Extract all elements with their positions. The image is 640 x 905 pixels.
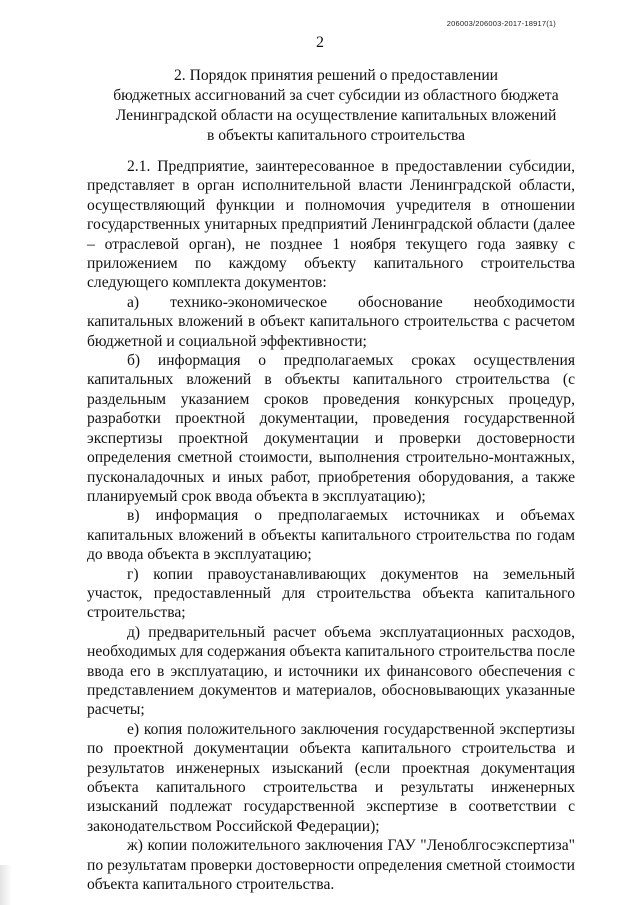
scan-edge-shadow (0, 865, 12, 905)
item-a: а) технико-экономическое обоснование необходимости капитальных вложений в объект капитального строительства с расчетом бюджетной и социальной эффективности; (87, 293, 575, 350)
item-zh: ж) копии положительного заключения ГАУ "Леноблгосэкспертиза" по результатам проверки достоверности определения сметной стоимости объекта капитального строительства. (87, 837, 575, 894)
item-b: б) информация о предполагаемых сроках осуществления капитальных вложений в объекты капитального строительства (с раздельным указанием сроков проведения конкурсных процедур, разработки проектной документации, проведения государственной экспертизы проектной документации и проверки достоверности определения сметной стоимости, выполнения строительно-монтажных, пусконаладочных и иных работ, приобретения оборудования, а также планируемый срок ввода объекта в эксплуатацию); (87, 352, 575, 505)
heading-line: 2. Порядок принятия решений о предоставлении (173, 67, 499, 84)
item-v: в) информация о предполагаемых источниках и объемах капитальных вложений в объекты капитального строительства по годам до ввода объекта в эксплуатацию; (87, 507, 575, 564)
heading-line: бюджетных ассигнований за счет субсидии из областного бюджета (113, 87, 559, 104)
heading-line: в объекты капитального строительства (206, 127, 465, 144)
heading-line: Ленинградской области на осуществление капитальных вложений (115, 107, 557, 124)
item-d: д) предварительный расчет объема эксплуатационных расходов, необходимых для содержания объекта капитального строительства после ввода его в эксплуатацию, и источники их финансового обеспечения с представлением документов и материалов, обосновывающих указанные расчеты; (87, 623, 575, 719)
page-number: 2 (316, 34, 324, 51)
item-g: г) копии правоустанавливающих документов на земельный участок, предоставленный для строительства объекта капитального строительства; (87, 565, 575, 622)
document-code: 206003/206003-2017-18917(1) (446, 19, 556, 28)
document-body (87, 157, 575, 894)
section-heading (86, 66, 586, 146)
paragraph-2-1: 2.1. Предприятие, заинтересованное в предоставлении субсидии, представляет в орган исполнительной власти Ленинградской области, осуществляющий функции и полномочия учредителя в отношении государственных унитарных предприятий Ленинградской области (далее – отраслевой орган), не позднее 1 ноября текущего года заявку с приложением по каждому объекту капитального строительства следующего комплекта документов: (87, 158, 575, 292)
item-e: е) копия положительного заключения государственной экспертизы по проектной документации объекта капитального строительства и результатов инженерных изысканий (если проектная документация объекта капитального строительства и результаты инженерных изысканий подлежат государственной экспертизе в соответствии с законодательством Российской Федерации); (87, 720, 575, 835)
